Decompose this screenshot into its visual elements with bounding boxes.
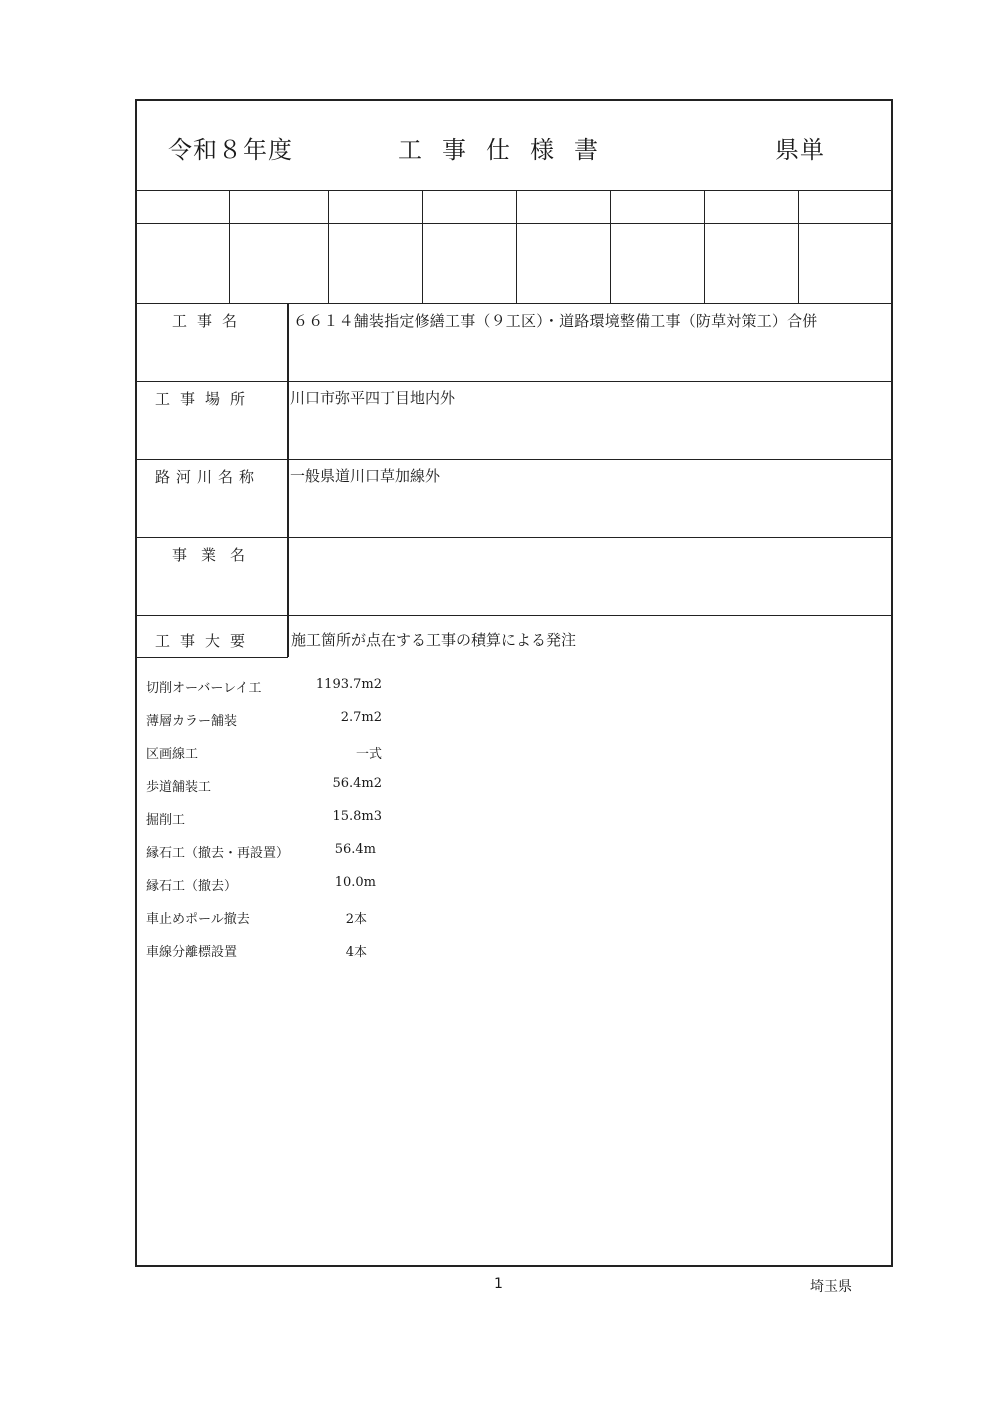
- project-name-label: 事業名: [172, 546, 260, 564]
- work-item-name: 車線分離標設置: [146, 945, 238, 960]
- row-divider: [136, 459, 892, 460]
- work-item-quantity: 2.7m2: [340, 710, 382, 725]
- work-site-label: 工事場所: [155, 390, 256, 408]
- work-item-quantity: 15.8m3: [332, 809, 382, 824]
- grid-line: [422, 190, 423, 303]
- grid-line: [136, 223, 892, 224]
- work-item-quantity: 一式: [355, 747, 382, 762]
- row-divider: [136, 615, 892, 616]
- work-item-quantity: 10.0m: [334, 875, 376, 890]
- issuer-name: 埼玉県: [810, 1279, 852, 1295]
- era-year: 令和８年度: [168, 136, 293, 164]
- work-item-name: 薄層カラー舗装: [146, 714, 238, 729]
- work-item-name: 掘削工: [146, 813, 186, 828]
- work-item-quantity: 2本: [345, 912, 367, 927]
- work-item-quantity: 4本: [345, 945, 367, 960]
- grid-line: [516, 190, 517, 303]
- road-river-name-label: 路河川名称: [155, 468, 261, 486]
- work-site-value: 川口市弥平四丁目地内外: [290, 389, 456, 407]
- label-column-divider: [287, 303, 289, 657]
- work-item-name: 切削オーバーレイ工: [146, 681, 262, 696]
- road-river-name-value: 一般県道川口草加線外: [290, 467, 441, 485]
- grid-line: [136, 303, 892, 304]
- grid-line: [798, 190, 799, 303]
- row-divider: [136, 381, 892, 382]
- grid-line: [610, 190, 611, 303]
- work-item-name: 歩道舗装工: [146, 780, 212, 795]
- document-title: 工事仕様書: [398, 136, 618, 164]
- page-number: 1: [494, 1276, 503, 1292]
- row-divider: [136, 657, 288, 658]
- work-name-label: 工事名: [172, 312, 248, 330]
- grid-line: [704, 190, 705, 303]
- row-divider: [136, 537, 892, 538]
- work-item-name: 車止めポール撤去: [146, 912, 250, 927]
- budget-type: 県単: [775, 136, 825, 164]
- work-item-quantity: 1193.7m2: [315, 677, 382, 692]
- work-name-value: ６６１４舗装指定修繕工事（９工区）・道路環境整備工事（防草対策工）合併: [293, 312, 818, 330]
- work-item-quantity: 56.4m2: [332, 776, 382, 791]
- grid-line: [229, 190, 230, 303]
- work-item-name: 区画線工: [146, 747, 199, 762]
- work-item-quantity: 56.4m: [334, 842, 376, 857]
- grid-line: [328, 190, 329, 303]
- work-outline-label: 工事大要: [155, 632, 256, 650]
- grid-line: [136, 190, 892, 191]
- work-item-name: 縁石工（撤去）: [146, 879, 238, 894]
- work-outline-value: 施工箇所が点在する工事の積算による発注: [291, 631, 577, 649]
- work-item-name: 縁石工（撤去・再設置）: [146, 846, 290, 861]
